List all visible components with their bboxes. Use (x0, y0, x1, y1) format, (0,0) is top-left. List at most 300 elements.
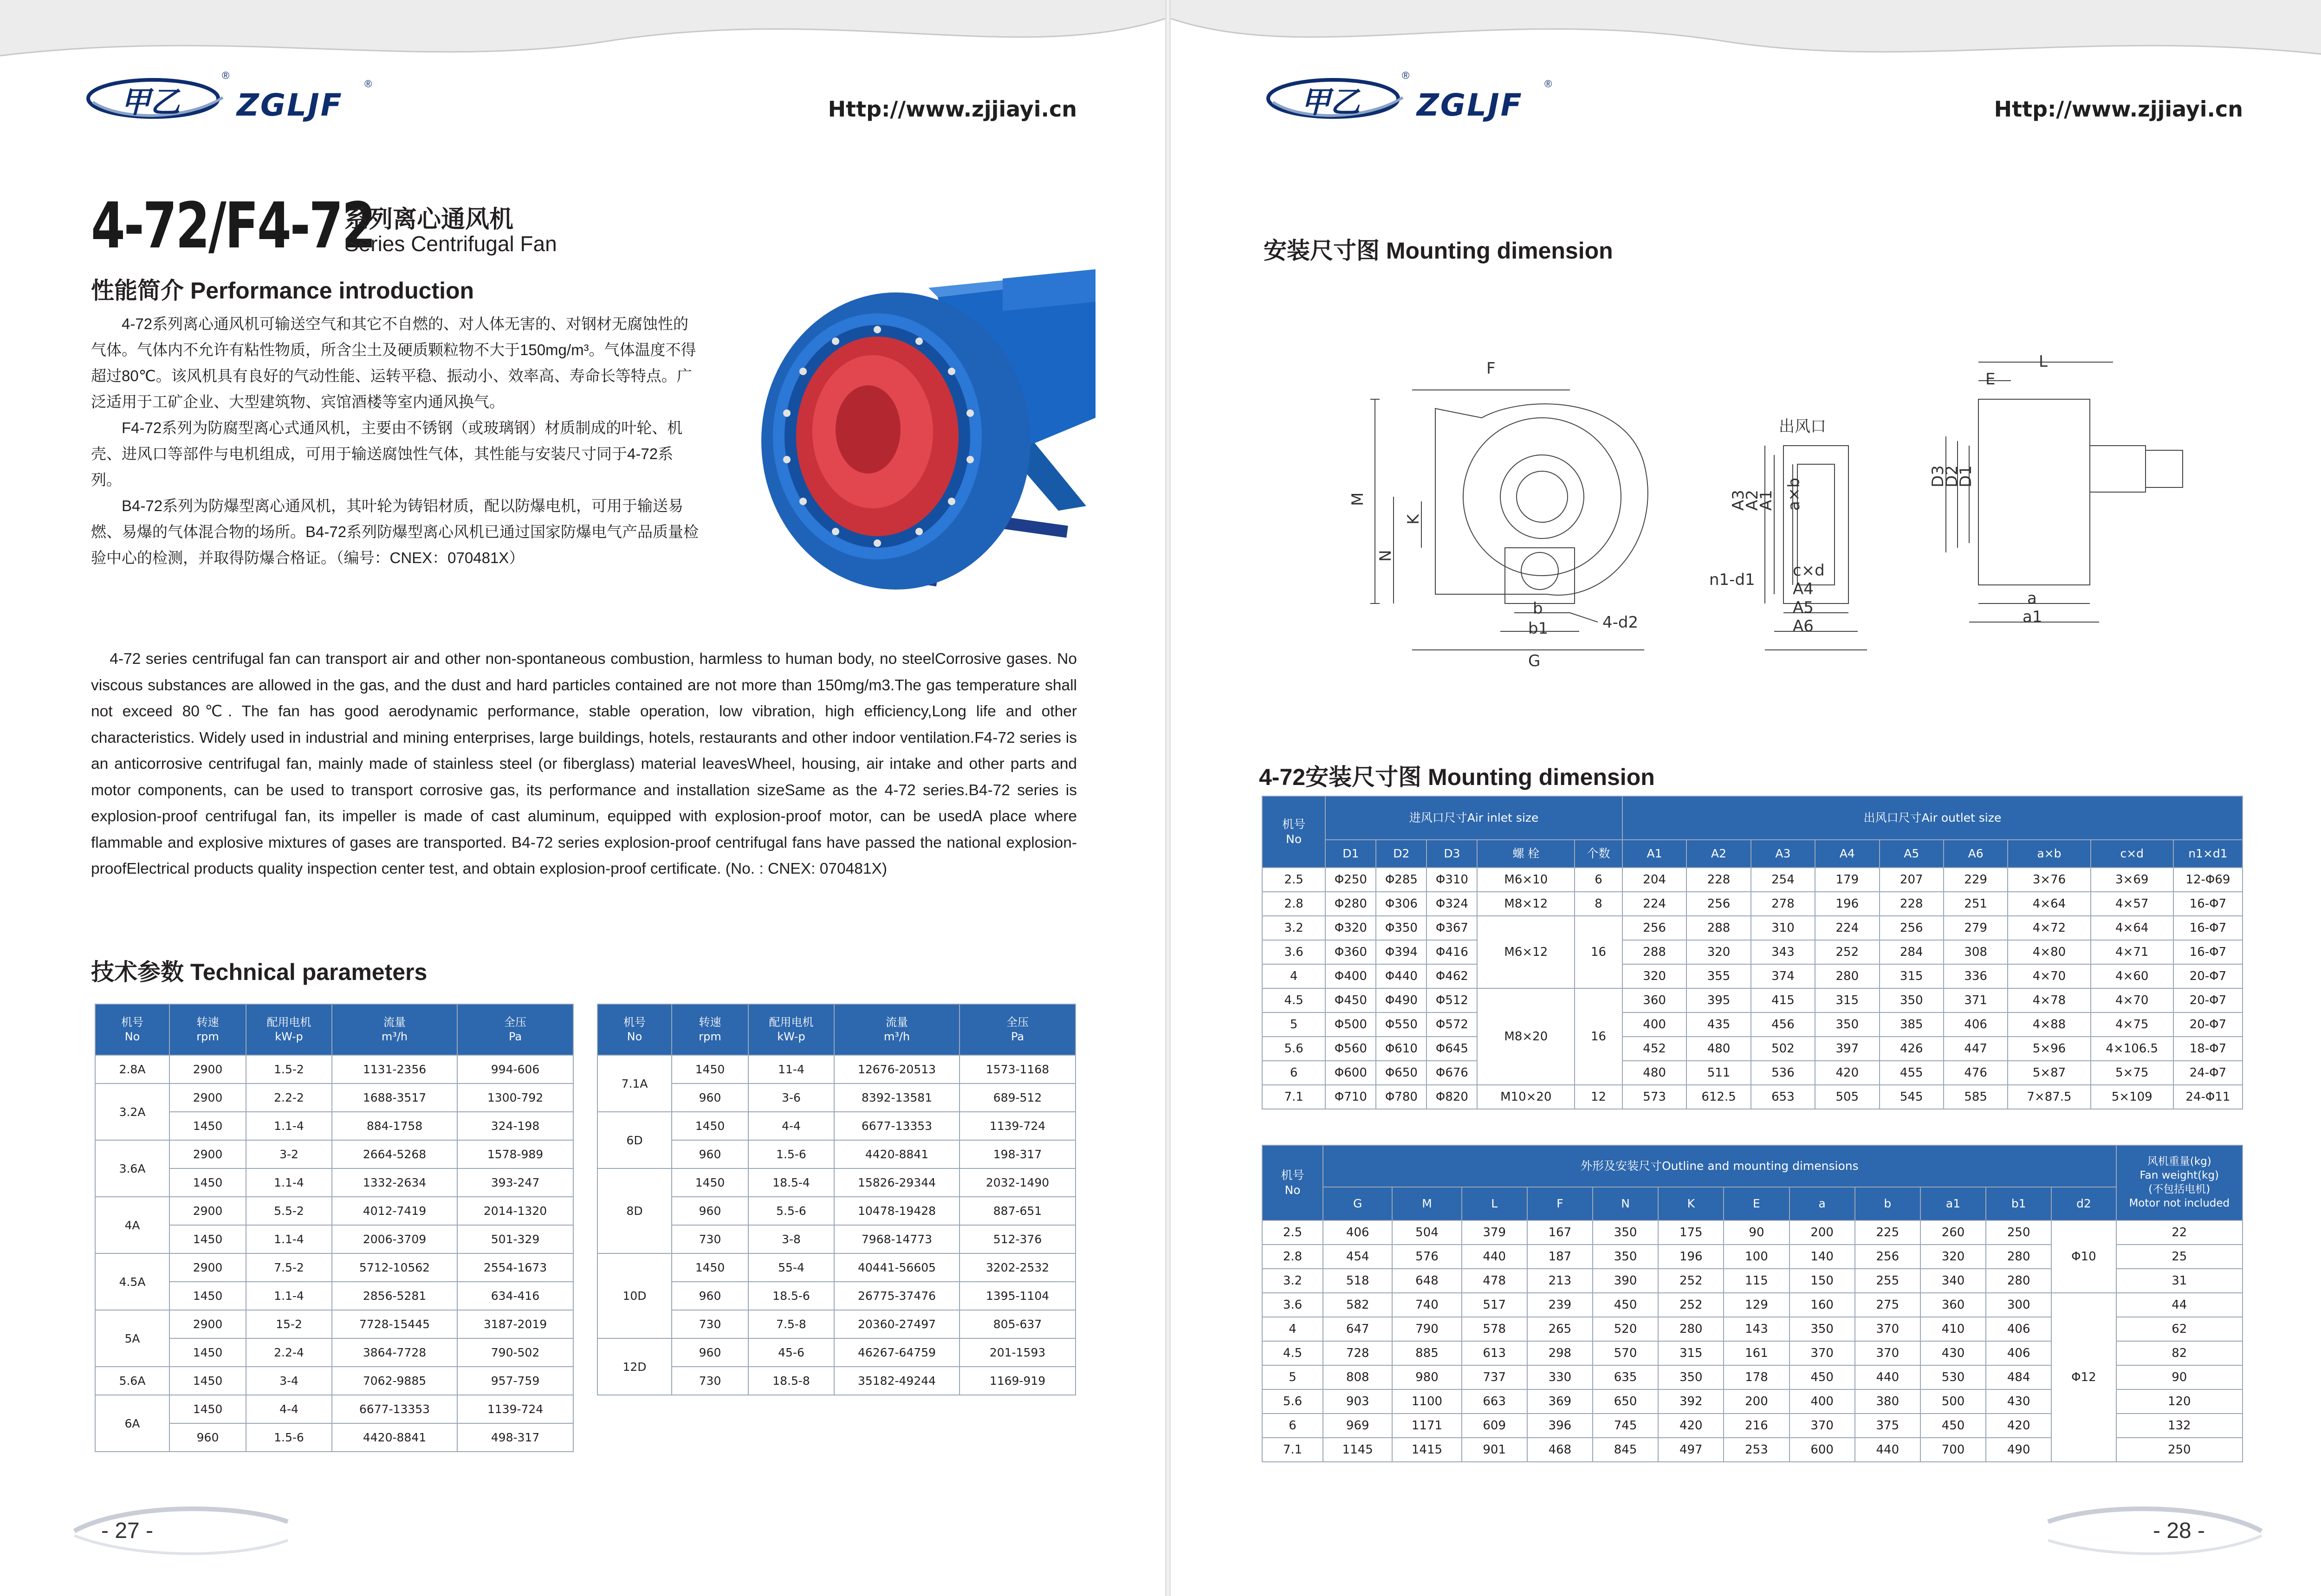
model-number-cell: 6D (597, 1112, 672, 1168)
table-cell: 396 (1527, 1414, 1593, 1438)
table-cell: 350 (1815, 1012, 1879, 1037)
table-cell: 635 (1593, 1365, 1658, 1389)
table-cell: 201-1593 (960, 1338, 1076, 1367)
table-cell: 3-4 (246, 1367, 332, 1395)
table-cell: 884-1758 (332, 1112, 457, 1140)
col-header-dim: b1 (1986, 1187, 2051, 1220)
table-cell: 7.1 (1262, 1085, 1325, 1109)
table-cell: 2.5 (1262, 868, 1325, 892)
table-cell: 1100 (1392, 1389, 1461, 1414)
table-cell: 10478-19428 (834, 1197, 960, 1225)
table-cell: 2900 (169, 1140, 246, 1168)
table-cell: 406 (1986, 1341, 2051, 1365)
table-cell: 55-4 (748, 1253, 834, 1282)
table-cell: 380 (1855, 1389, 1920, 1414)
label-F: F (1486, 359, 1496, 378)
table-cell: 450 (1920, 1414, 1986, 1438)
table-cell: 160 (1789, 1293, 1855, 1317)
table-cell: 284 (1880, 940, 1944, 964)
table-cell: 2032-1490 (960, 1168, 1076, 1197)
table-cell: 350 (1658, 1365, 1724, 1389)
table-cell: 213 (1527, 1269, 1593, 1293)
table-cell: 18-Φ7 (2173, 1037, 2243, 1061)
table-cell: M6×10 (1477, 868, 1575, 892)
table-cell: 490 (1986, 1438, 2051, 1462)
table-cell: 887-651 (960, 1197, 1076, 1225)
col-header-dim: E (1724, 1187, 1789, 1220)
table-cell: 4 (1262, 964, 1325, 988)
table-cell: 497 (1658, 1438, 1724, 1462)
tech-table-left (95, 1004, 574, 1452)
table-cell: 5 (1262, 1365, 1323, 1389)
table-cell: 24-Φ7 (2173, 1061, 2243, 1085)
dim-heading: 4-72安装尺寸图 Mounting dimension (1259, 764, 1655, 790)
table-cell: 455 (1880, 1061, 1944, 1085)
table-row (95, 1083, 573, 1112)
table-cell: 3187-2019 (457, 1310, 573, 1338)
table-cell: 730 (672, 1225, 748, 1253)
table-cell: Φ450 (1325, 988, 1376, 1012)
count-cell: 16 (1575, 916, 1622, 988)
table-cell: 1171 (1392, 1414, 1461, 1438)
table-cell: 1.5-6 (246, 1423, 332, 1452)
table-cell: Φ250 (1325, 868, 1376, 892)
table-cell: 16-Φ7 (2173, 916, 2243, 940)
table-cell: Φ285 (1376, 868, 1426, 892)
table-cell: 15826-29344 (834, 1168, 960, 1197)
table-cell: 4420-8841 (834, 1140, 960, 1168)
table-cell: 350 (1789, 1317, 1855, 1341)
table-cell: 140 (1789, 1245, 1855, 1269)
table-cell: 1450 (672, 1055, 748, 1083)
table-cell: 4-4 (246, 1395, 332, 1423)
label-4-d2: 4-d2 (1602, 613, 1639, 632)
table-cell: 224 (1815, 916, 1879, 940)
table-cell: 62 (2116, 1317, 2243, 1341)
table-cell: Φ400 (1325, 964, 1376, 988)
table-cell: M8×12 (1477, 892, 1575, 916)
col-header-inlet: 个数 (1575, 840, 1622, 868)
table-cell: 582 (1323, 1293, 1392, 1317)
table-cell: 634-416 (457, 1282, 573, 1310)
table-cell: 5.6 (1262, 1037, 1325, 1061)
logo-text: ZGLJF (1417, 87, 1523, 123)
table-cell: Φ710 (1325, 1085, 1376, 1109)
table-cell: 960 (672, 1083, 748, 1112)
table-cell: 4×64 (2008, 892, 2090, 916)
table-cell: 512-376 (960, 1225, 1076, 1253)
table-row (1262, 916, 2243, 940)
table-cell: 4012-7419 (332, 1197, 457, 1225)
table-cell: 369 (1527, 1389, 1593, 1414)
table-cell: 456 (1751, 1012, 1815, 1037)
table-cell: 505 (1815, 1085, 1879, 1109)
table-cell: 1.5-2 (246, 1055, 332, 1083)
table-row (95, 1367, 573, 1395)
title-en: Series Centrifugal Fan (344, 232, 557, 256)
table-cell: 371 (1944, 988, 2008, 1012)
table-cell: 355 (1686, 964, 1750, 988)
table-cell: 336 (1944, 964, 2008, 988)
table-cell: 100 (1724, 1245, 1789, 1269)
table-cell: 400 (1622, 1012, 1686, 1037)
label-A3: A3 (1729, 490, 1748, 511)
table-cell: 518 (1323, 1269, 1392, 1293)
label-A6: A6 (1793, 617, 1814, 636)
table-cell: 3864-7728 (332, 1338, 457, 1367)
table-cell: 278 (1751, 892, 1815, 916)
table-cell: 200 (1789, 1220, 1855, 1245)
table-cell: 1332-2634 (332, 1168, 457, 1197)
table-cell: 175 (1658, 1220, 1724, 1245)
table-cell: 1.1-4 (246, 1168, 332, 1197)
table-cell: 18.5-4 (748, 1168, 834, 1197)
table-cell: 7062-9885 (332, 1367, 457, 1395)
table-cell: 994-606 (457, 1055, 573, 1083)
table-cell: 7.5-2 (246, 1253, 332, 1282)
table-cell: 903 (1323, 1389, 1392, 1414)
table-cell: 1450 (169, 1367, 246, 1395)
model-number-cell: 5.6A (95, 1367, 169, 1395)
tech-table-right (597, 1004, 1076, 1395)
table-cell: 280 (1815, 964, 1879, 988)
table-cell: 120 (2116, 1389, 2243, 1414)
table-cell: 370 (1789, 1414, 1855, 1438)
table-cell: 395 (1686, 988, 1750, 1012)
table-cell: 845 (1593, 1438, 1658, 1462)
table-cell: 12-Φ69 (2173, 868, 2243, 892)
table-cell: 957-759 (457, 1367, 573, 1395)
col-header-outlet: A4 (1815, 840, 1879, 868)
table-cell: 808 (1323, 1365, 1392, 1389)
table-row (1262, 892, 2243, 916)
model-number-cell: 3.6A (95, 1140, 169, 1197)
table-cell: 6 (1262, 1414, 1323, 1438)
table-cell: 256 (1880, 916, 1944, 940)
table-cell: 4×70 (2091, 988, 2173, 1012)
mounting-drawings (1329, 353, 2187, 678)
label-A5: A5 (1793, 598, 1814, 617)
table-cell: 4×80 (2008, 940, 2090, 964)
model-number-cell: 8D (597, 1168, 672, 1253)
table-cell: 737 (1462, 1365, 1527, 1389)
table-cell: 330 (1527, 1365, 1593, 1389)
table-cell: 730 (672, 1367, 748, 1395)
table-cell: 435 (1686, 1012, 1750, 1037)
table-row (95, 1055, 573, 1083)
fan-weight-header: 风机重量(kg) Fan weight(kg) (不包括电机) Motor not included (2116, 1145, 2243, 1220)
table-cell: Φ324 (1426, 892, 1477, 916)
table-cell: Φ560 (1325, 1037, 1376, 1061)
table-cell: 609 (1462, 1414, 1527, 1438)
table-cell: 440 (1462, 1245, 1527, 1269)
table-cell: 1395-1104 (960, 1282, 1076, 1310)
table-cell: 1450 (169, 1168, 246, 1197)
table-cell: 517 (1462, 1293, 1527, 1317)
table-cell: 2.2-4 (246, 1338, 332, 1367)
table-cell: 187 (1527, 1245, 1593, 1269)
col-header-dim: N (1593, 1187, 1658, 1220)
table-cell: 1139-724 (960, 1112, 1076, 1140)
table-cell: 1.1-4 (246, 1282, 332, 1310)
table-cell: 885 (1392, 1341, 1461, 1365)
d2-cell: Φ10 (2051, 1220, 2116, 1293)
table-cell: 324-198 (457, 1112, 573, 1140)
table-row (597, 1338, 1076, 1367)
table-cell: 2900 (169, 1197, 246, 1225)
table-cell: 406 (1944, 1012, 2008, 1037)
table-cell: 969 (1323, 1414, 1392, 1438)
table-cell: 288 (1622, 940, 1686, 964)
col-header-speed: 转速 rpm (672, 1004, 748, 1055)
table-cell: 288 (1686, 916, 1750, 940)
count-cell: 16 (1575, 988, 1622, 1085)
table-cell: Φ572 (1426, 1012, 1477, 1037)
table-cell: 229 (1944, 868, 2008, 892)
table-cell: 46267-64759 (834, 1338, 960, 1367)
table-cell: 7×87.5 (2008, 1085, 2090, 1109)
logo-mark-icon (1264, 70, 1412, 130)
table-cell: 4×78 (2008, 988, 2090, 1012)
table-cell: 3.6 (1262, 940, 1325, 964)
table-row (597, 1055, 1076, 1083)
table-cell: 484 (1986, 1365, 2051, 1389)
table-cell: 393-247 (457, 1168, 573, 1197)
col-header-motor: 配用电机 kW-p (748, 1004, 834, 1055)
table-cell: 4×106.5 (2091, 1037, 2173, 1061)
outline-dimensions-table (1262, 1145, 2243, 1462)
table-cell: 207 (1880, 868, 1944, 892)
cn-paragraph-1: 4-72系列离心通风机可输送空气和其它不自燃的、对人体无害的、对钢材无腐蚀性的气体。气体内不允许有粘性物质，所含尘土及硬质颗粒物不大于150mg/m³。气体温度不得超过80℃。该风机具有良好的气动性能、运转平稳、振动小、效率高、寿命长等特点。广泛适用于工矿企业、大型建筑物、宾馆酒楼等室内通风换气。 (91, 315, 696, 410)
table-cell: 406 (1323, 1220, 1392, 1245)
table-cell: Φ440 (1376, 964, 1426, 988)
table-cell: Φ650 (1376, 1061, 1426, 1085)
table-cell: 1.1-4 (246, 1225, 332, 1253)
table-cell: 960 (169, 1423, 246, 1452)
table-cell: Φ280 (1325, 892, 1376, 916)
english-description: 4-72 series centrifugal fan can transport air and other non-spontaneous combustion, harmless to human body, no steelCorrosive gases. No viscous substances are allowed in the gas, and the dust and hard particles contained are not more than 150mg/m3.The gas temperature shall not exceed 80℃. The fan has good aerodynamic performance, stable operation, low vibration, high efficiency,Long life and other characteristics. Widely used in industrial and mining enterprises, large buildings, hotels, restaurants and other indoor ventilation.F4-72 series is an anticorrosive centrifugal fan, mainly made of stainless steel (or fiberglass) material leavesWheel, housing, air intake and other parts and motor components, can be used to transport corrosive gas, its performance and installation sizeSame as the 4-72 series.B4-72 series is explosion-proof centrifugal fan, its impeller is made of cast aluminum, equipped with explosion-proof motor, can be usedA place where flammable and explosive mixtures of gases are transported. B4-72 series explosion-proof centrifugal fans have passed the national explosion-proofElectrical products quality inspection center test, and obtain explosion-proof certificate. (No. : CNEX: 070481X) (91, 650, 1077, 877)
table-cell: 745 (1593, 1414, 1658, 1438)
registered-mark: ® (1544, 78, 1552, 90)
cn-paragraph-3: B4-72系列为防爆型离心通风机，其叶轮为铸铝材质，配以防爆电机，可用于输送易燃、易爆的气体混合物的场所。B4-72系列防爆型离心风机已通过国家防爆电气产品质量检验中心的检测，并取得防爆合格证。（编号：CNEX：070481X） (91, 497, 699, 566)
table-cell: 1.5-6 (748, 1140, 834, 1168)
label-n1-d1: n1-d1 (1709, 571, 1755, 589)
table-cell: Φ550 (1376, 1012, 1426, 1037)
label-E: E (1985, 370, 1996, 389)
table-cell: 426 (1880, 1037, 1944, 1061)
table-cell: 256 (1622, 916, 1686, 940)
table-cell: 196 (1658, 1245, 1724, 1269)
table-row (1262, 1012, 2243, 1037)
table-cell: 253 (1724, 1438, 1789, 1462)
logo-text: ZGLJF (237, 87, 343, 123)
table-cell: 320 (1622, 964, 1686, 988)
table-cell: 196 (1815, 892, 1879, 916)
table-cell: 308 (1944, 940, 2008, 964)
table-cell: Φ676 (1426, 1061, 1477, 1085)
brand-logo (1264, 70, 1588, 130)
table-cell: 150 (1789, 1269, 1855, 1293)
table-cell: 1139-724 (457, 1395, 573, 1423)
table-cell: 5×75 (2091, 1061, 2173, 1085)
table-cell: 6677-13353 (834, 1112, 960, 1140)
table-cell: 2.2-2 (246, 1083, 332, 1112)
table-cell: 447 (1944, 1037, 2008, 1061)
table-cell: 2.8 (1262, 892, 1325, 916)
table-cell: 960 (672, 1197, 748, 1225)
table-cell: 224 (1622, 892, 1686, 916)
table-cell: 225 (1855, 1220, 1920, 1245)
table-row (95, 1310, 573, 1338)
table-cell: Φ645 (1426, 1037, 1477, 1061)
col-header-motor: 配用电机 kW-p (246, 1004, 332, 1055)
col-header-inlet: 螺 栓 (1477, 840, 1575, 868)
website-url[interactable]: Http://www.zjjiayi.cn (1994, 97, 2243, 122)
col-header-no: 机号 No (597, 1004, 672, 1055)
table-cell: 440 (1855, 1365, 1920, 1389)
table-cell: 370 (1855, 1317, 1920, 1341)
col-header-pressure: 全压 Pa (457, 1004, 573, 1055)
table-cell: 7968-14773 (834, 1225, 960, 1253)
table-row (95, 1395, 573, 1423)
table-cell: 3202-2532 (960, 1253, 1076, 1282)
table-cell: Φ462 (1426, 964, 1477, 988)
table-cell: 255 (1855, 1269, 1920, 1293)
table-row (1262, 1085, 2243, 1109)
table-cell: 430 (1920, 1341, 1986, 1365)
table-cell: 392 (1658, 1389, 1724, 1414)
table-row (1262, 868, 2243, 892)
table-cell: 161 (1724, 1341, 1789, 1365)
table-cell: 536 (1751, 1061, 1815, 1085)
table-cell: 613 (1462, 1341, 1527, 1365)
label-L: L (2039, 353, 2048, 371)
tech-heading: 技术参数 Technical parameters (91, 959, 428, 985)
table-cell: 360 (1622, 988, 1686, 1012)
col-header-no: 机号 No (95, 1004, 169, 1055)
col-header-outlet: A6 (1944, 840, 2008, 868)
col-header-outlet: n1×d1 (2173, 840, 2243, 868)
table-cell: 129 (1724, 1293, 1789, 1317)
page-gutter (1165, 0, 1171, 1596)
table-cell: Φ350 (1376, 916, 1426, 940)
table-cell: 360 (1920, 1293, 1986, 1317)
table-cell: 7.5-8 (748, 1310, 834, 1338)
table-cell: 502 (1751, 1037, 1815, 1061)
table-cell: 440 (1855, 1438, 1920, 1462)
table-cell: 504 (1392, 1220, 1461, 1245)
table-cell: 498-317 (457, 1423, 573, 1452)
table-cell: 1578-989 (457, 1140, 573, 1168)
table-cell: 1573-1168 (960, 1055, 1076, 1083)
table-cell: 7.1 (1262, 1438, 1323, 1462)
table-cell: 320 (1920, 1245, 1986, 1269)
table-cell: 2900 (169, 1055, 246, 1083)
table-cell: Φ820 (1426, 1085, 1477, 1109)
table-cell: 4×60 (2091, 964, 2173, 988)
table-cell: 115 (1724, 1269, 1789, 1293)
table-cell: 315 (1658, 1341, 1724, 1365)
table-cell: 254 (1751, 868, 1815, 892)
table-cell: 4×64 (2091, 916, 2173, 940)
table-row (95, 1253, 573, 1282)
table-cell: 4×57 (2091, 892, 2173, 916)
table-row (597, 1253, 1076, 1282)
table-cell: 452 (1622, 1037, 1686, 1061)
label-A4: A4 (1793, 580, 1814, 598)
table-cell: 22 (2116, 1220, 2243, 1245)
table-cell: 315 (1880, 964, 1944, 988)
label-A2: A2 (1743, 490, 1762, 511)
table-row (1262, 964, 2243, 988)
table-cell: 20360-27497 (834, 1310, 960, 1338)
table-cell: 275 (1855, 1293, 1920, 1317)
table-cell: 2856-5281 (332, 1282, 457, 1310)
table-cell: Φ780 (1376, 1085, 1426, 1109)
col-header-no: 机号 No (1262, 1145, 1323, 1220)
table-cell: 228 (1880, 892, 1944, 916)
table-cell: 35182-49244 (834, 1367, 960, 1395)
table-cell: 2664-5268 (332, 1140, 457, 1168)
table-cell: Φ367 (1426, 916, 1477, 940)
model-number-cell: 4.5A (95, 1253, 169, 1310)
table-cell: 2006-3709 (332, 1225, 457, 1253)
table-cell: 501-329 (457, 1225, 573, 1253)
table-cell: 2900 (169, 1253, 246, 1282)
table-cell: 573 (1622, 1085, 1686, 1109)
table-cell: 530 (1920, 1365, 1986, 1389)
table-cell: 3-6 (748, 1083, 834, 1112)
table-cell: 2.5 (1262, 1220, 1323, 1245)
col-header-speed: 转速 rpm (169, 1004, 246, 1055)
website-url[interactable]: Http://www.zjjiayi.cn (828, 97, 1077, 122)
table-cell: 4×72 (2008, 916, 2090, 940)
right-page (1171, 0, 2321, 1596)
table-cell: 511 (1686, 1061, 1750, 1085)
table-row (597, 1168, 1076, 1197)
table-cell: 400 (1789, 1389, 1855, 1414)
table-row (1262, 988, 2243, 1012)
table-cell: 31 (2116, 1269, 2243, 1293)
table-cell: 653 (1751, 1085, 1815, 1109)
table-cell: 374 (1751, 964, 1815, 988)
label-D3: D3 (1929, 465, 1947, 487)
table-cell: 6 (1575, 868, 1622, 892)
centrifugal-fan-image (743, 269, 1096, 594)
title-cn: 系列离心通风机 (344, 206, 514, 233)
table-row (1262, 1037, 2243, 1061)
table-cell: 3.2 (1262, 1269, 1323, 1293)
page-number: - 28 - (2153, 1518, 2205, 1543)
label-A1: A1 (1757, 490, 1776, 511)
registered-mark: ® (222, 70, 230, 81)
table-cell: 44 (2116, 1293, 2243, 1317)
label-G: G (1528, 652, 1541, 670)
col-header-flow: 流量 m³/h (332, 1004, 457, 1055)
table-cell: 5.5-6 (748, 1197, 834, 1225)
table-cell: 4 (1262, 1317, 1323, 1341)
table-cell: 1169-919 (960, 1367, 1076, 1395)
col-header-dim: M (1392, 1187, 1461, 1220)
table-cell: Φ610 (1376, 1037, 1426, 1061)
table-cell: 1450 (672, 1112, 748, 1140)
table-cell: 570 (1593, 1341, 1658, 1365)
table-cell: 480 (1622, 1061, 1686, 1085)
col-header-outlet: A2 (1686, 840, 1750, 868)
table-cell: 6677-13353 (332, 1395, 457, 1423)
logo-cn: 甲乙 (1301, 85, 1360, 120)
table-cell: 960 (672, 1338, 748, 1367)
